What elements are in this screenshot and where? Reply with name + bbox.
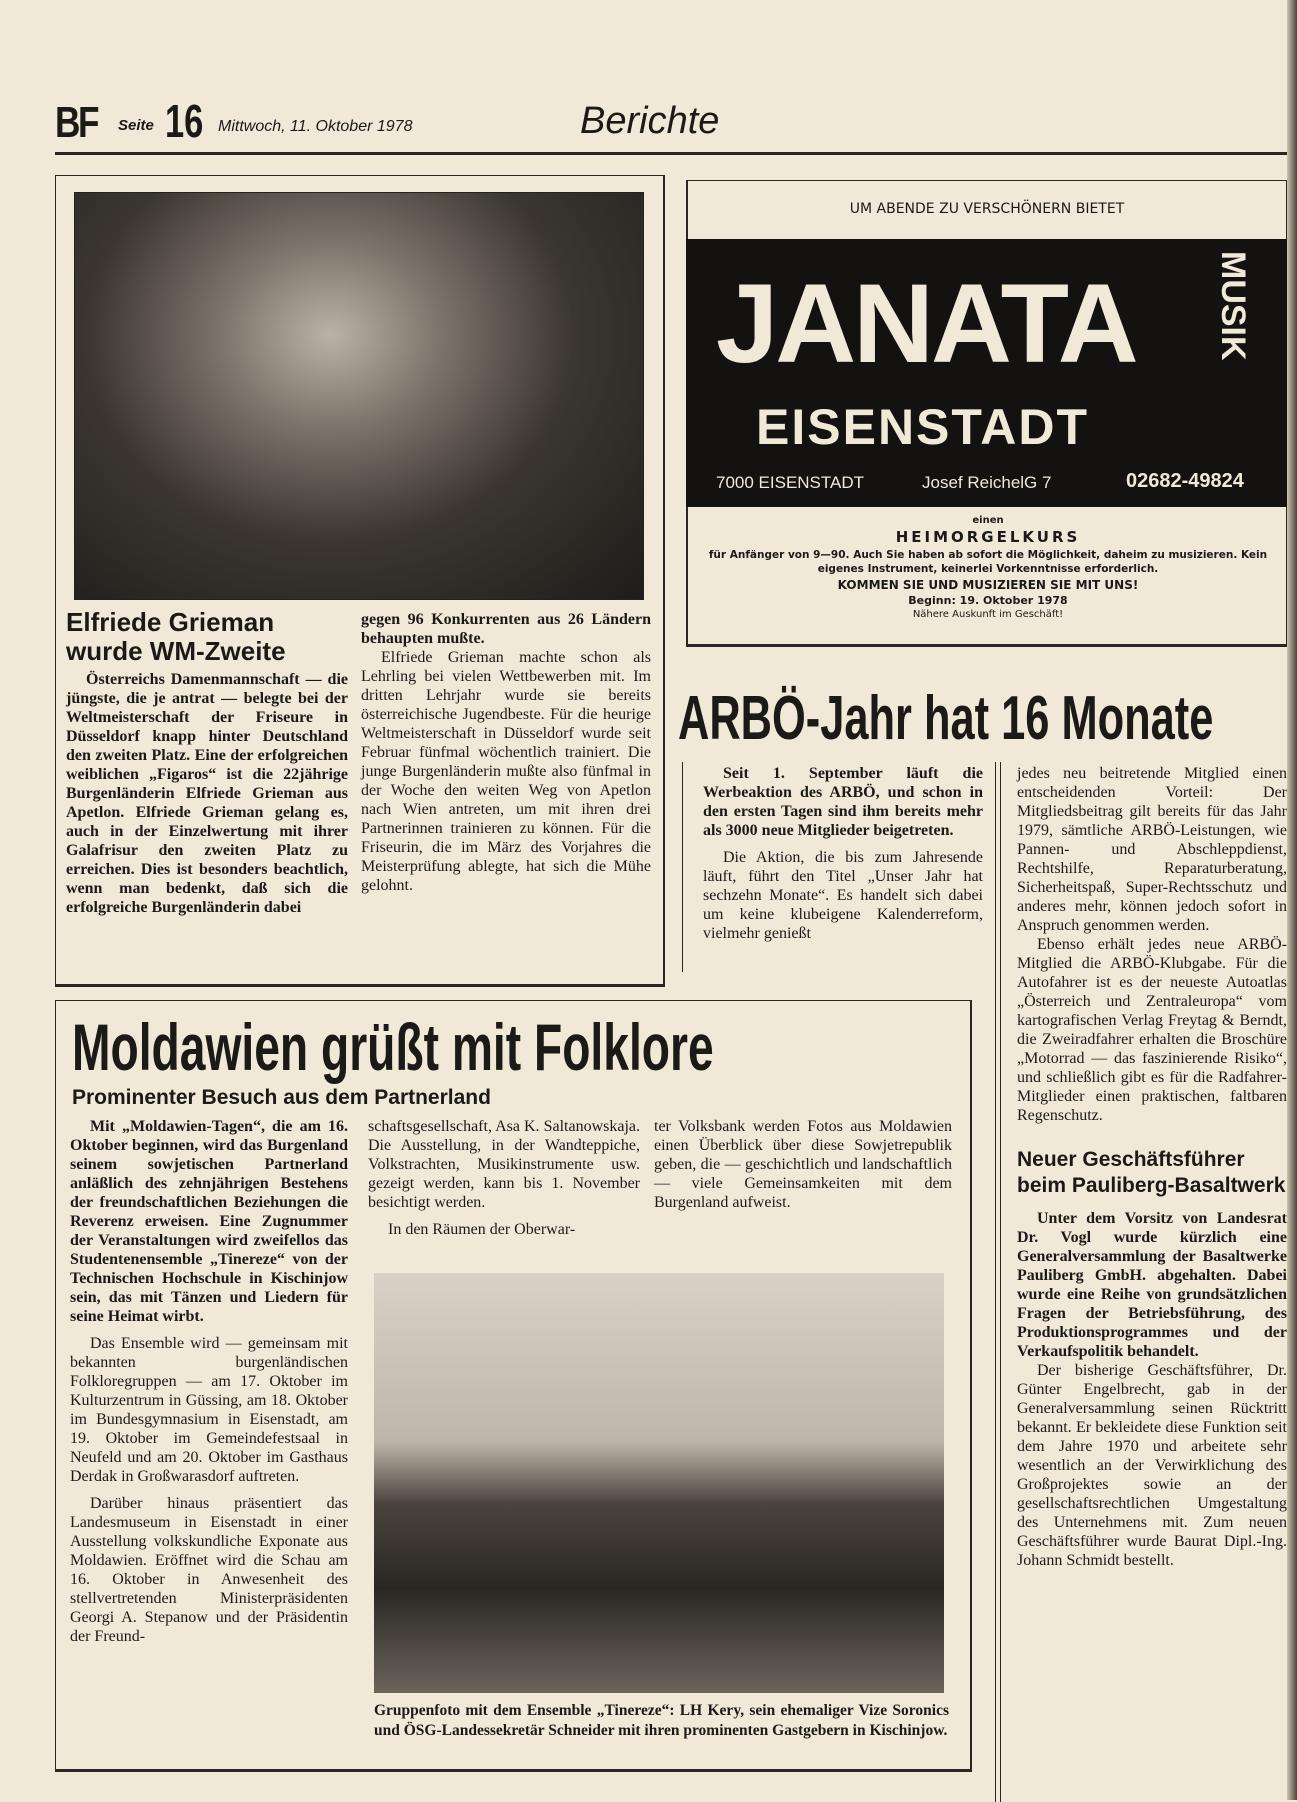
arboe-p2: jedes neu beitretende Mitglied einen entscheidenden Vorteil: Der Mitgliedsbeitrag gilt bereits für das Jahr 1979, sämtliche ARBÖ-Leistungen, wie Pannen- und Abschleppdienst, Rechtshilfe, Reparaturberatung, Sicherheitspaß, Super-Rechtsschutz und anderes mehr, können jedoch sofort in Anspruch genommen werden. [1017,765,1287,934]
article-lead: Österreichs Damenmannschaft — die jüngste, die je antrat — belegte bei der Weltmeisterschaft der Friseure in Düsseldorf knapp hinter Deutschland den zweiten Platz. Eine der erfolgreichen weiblichen „Figaros“ ist die 22jährige Burgenländerin Elfriede Grieman aus Apetlon. Elfriede Grieman gelang es, auch in der Einzelwertung mit ihrer Galafrisur den zweiten Platz zu erreichen. Dies ist besonders beachtlich, wenn man bedenkt, daß sich die erfolgreiche Burgenländerin dabei [66,671,348,916]
column-divider-left [682,762,683,972]
ad-logo-block [686,239,1287,507]
moldawien-p1: Das Ensemble wird — gemeinsam mit bekannten burgenländischen Folkloregruppen — am 17. Oktober im Kulturzentrum in Güssing, am 18. Oktober im Bundesgymnasium in Eisenstadt, am 19. Oktober im Gemeindefestsaal in Neufeld und am 20. Oktober im Gasthaus Derdak in Großwarasdorf auftreten. [70,1335,348,1485]
pauliberg-body: Der bisherige Geschäftsführer, Dr. Günter Engelbrecht, gab in der Generalversammlung seinen Rücktritt bekannt. Er bekleidete diese Funktion seit dem Jahre 1970 und arbeitete sehr wesentlich an der Verwirklichung des Großprojektes sowie an der gesellschaftsrechtlichen Umgestaltung des Unternehmens mit. Zum neuen Geschäftsführer wurde Baurat Dipl.-Ing. Johann Schmidt bestellt. [1017,1362,1287,1569]
section-title: Berichte [580,100,720,142]
pauliberg-headline: Neuer Geschäftsführer beim Pauliberg-Basaltwerk [1017,1148,1286,1197]
right-column [1017,764,1287,1570]
moldawien-col1 [70,1117,348,1646]
header-rule [55,152,1287,155]
moldawien-p3: schaftsgesellschaft, Asa K. Saltanowskaja. Die Ausstellung, in der Wandteppiche, Volkstrachten, Musikinstrumente usw. gezeigt werden, kann bis 1. November besichtigt werden. [368,1118,640,1211]
moldawien-p4: In den Räumen der Oberwar- [388,1221,576,1238]
photo-caption: Gruppenfoto mit dem Ensemble „Tinereze“: LH Kery, sein ehemaliger Vize Soronics und ÖSG-Landessekretär Schneider mit ihren prominenten Gastgebern in Kischinjow. [374,1702,949,1739]
article-col1 [66,608,348,917]
janata-ad [686,180,1287,647]
ad-address-city: 7000 EISENSTADT [716,473,865,492]
hairdresser-photo [74,192,644,600]
moldawien-col2 [368,1117,640,1239]
page-number: 16 [165,95,204,147]
ad-course-info [698,515,1278,620]
article-moldawien [55,1000,972,1772]
column-divider [995,762,1001,1802]
moldawien-p5: ter Volksbank werden Fotos aus Moldawien einen Überblick über diese Sowjetrepublik geben, die — geschichtlich und landschaftlich — viele Gemeinsamkeiten mit dem Burgenland aufweist. [654,1118,952,1211]
ad-info: Nähere Auskunft im Geschäft! [912,609,1064,620]
ad-brand-side: MUSIK [1214,251,1252,361]
issue-date: Mittwoch, 11. Oktober 1978 [218,118,413,135]
ad-course: HEIMORGELKURS [895,528,1081,546]
ad-phone: 02682-49824 [1126,470,1244,492]
arboe-p3: Ebenso erhält jedes neue ARBÖ-Mitglied die ARBÖ-Klubgabe. Für die Autofahrer ist es der neueste Autoatlas „Österreich und Zentraleuropa“ vom kartografischen Verlag Freytag & Berndt, die Zweiradfahrer erhalten die Broschüre „Motorrad — das faszinierende Risiko“, und schließlich gibt es für die Radfahrer-Mitglieder einen praktischen, faltbaren Regenschutz. [1017,936,1287,1124]
ad-slogan: KOMMEN SIE UND MUSIZIEREN SIE MIT UNS! [837,578,1139,592]
ad-intro: einen [972,515,1004,526]
article-body: Elfriede Grieman machte schon als Lehrling bei vielen Wettbewerben mit. Im dritten Lehrjahr wurde sie bereits österreichische Jugendbeste. Für die heurige Weltmeisterschaft in Düsseldorf wurde seit Februar fünfmal wöchentlich trainiert. Die junge Burgenländerin mußte also fünfmal in der Woche den weiten Weg von Apetlon nach Wien antreten, um mit ihren drei Partnerinnen trainieren zu können. Für die Friseurin, die im März des Vorjahres die Meisterprüfung ablegte, hat sich die Mühe gelohnt. [361,649,651,894]
pauliberg-lead: Unter dem Vorsitz von Landesrat Dr. Vogl wurde kürzlich eine Generalversammlung der Basaltwerke Pauliberg GmbH. abgehalten. Dabei wurde eine Reihe von grundsätzlichen Fragen der Betriebsführung, des Produktionsprogrammes und der Verkaufspolitik behandelt. [1017,1210,1287,1360]
article-headline: Elfriede Grieman wurde WM-Zweite [66,607,286,666]
arboe-col1 [703,764,983,943]
ad-brand-logo: JANATA [716,261,1136,386]
ad-start-date: Beginn: 19. Oktober 1978 [908,594,1068,607]
article-grieman [55,175,665,987]
moldawien-col3 [654,1117,952,1212]
ad-address-street: Josef ReichelG 7 [922,473,1052,492]
moldawien-p2: Darüber hinaus präsentiert das Landesmuseum in Eisenstadt in einer Ausstellung volkskundliche Exponate aus Moldawien. Eröffnet wird die Schau am 16. Oktober in Anwesenheit des stellvertretenden Ministerpräsidenten Georgi A. Stepanow und der Präsidentin der Freund- [70,1495,348,1645]
page-edge-shadow [1287,0,1297,1800]
ad-tagline: UM ABENDE ZU VERSCHÖNERN BIETET [849,201,1125,217]
newspaper-logo: BF [55,98,98,147]
moldawien-lead: Mit „Moldawien-Tagen“, die am 16. Oktober beginnen, wird das Burgenland seinem sowjetischen Partnerland anläßlich des zehnjährigen Bestehens der freundschaftlichen Beziehungen die Reverenz erweisen. Eine Zugnummer der Veranstaltungen wird zweifellos das Studentenensemble „Tinereze“ von der Technischen Hochschule in Kischinjow sein, das mit Tänzen und Liedern für seine Heimat wirbt. [70,1118,348,1325]
article-col2 [361,610,651,895]
arboe-lead: Seit 1. September läuft die Werbeaktion des ARBÖ, und schon in den ersten Tagen sind ihm bereits mehr als 3000 neue Mitglieder beigetreten. [703,765,983,839]
article-col2-lead: gegen 96 Konkurrenten aus 26 Ländern behaupten mußte. [361,611,651,647]
arboe-p1: Die Aktion, die bis zum Jahresende läuft, führt den Titel „Unser Jahr hat sechzehn Monate“. Es handelt sich dabei um keine klubeigene Kalenderreform, vielmehr genießt [703,849,983,942]
moldawien-headline: Moldawien grüßt mit Folklore [72,1010,714,1084]
ad-city: EISENSTADT [756,399,1089,455]
page-label: Seite [118,117,154,134]
arboe-headline: ARBÖ-Jahr hat 16 Monate [678,684,1214,753]
group-photo [374,1273,944,1693]
ad-description: für Anfänger von 9—90. Auch Sie haben ab sofort die Möglichkeit, daheim zu musizieren. Kein eigenes Instrument, keinerlei Vorkenntnisse erforderlich. [708,549,1268,575]
moldawien-subhead: Prominenter Besuch aus dem Partnerland [72,1086,491,1109]
